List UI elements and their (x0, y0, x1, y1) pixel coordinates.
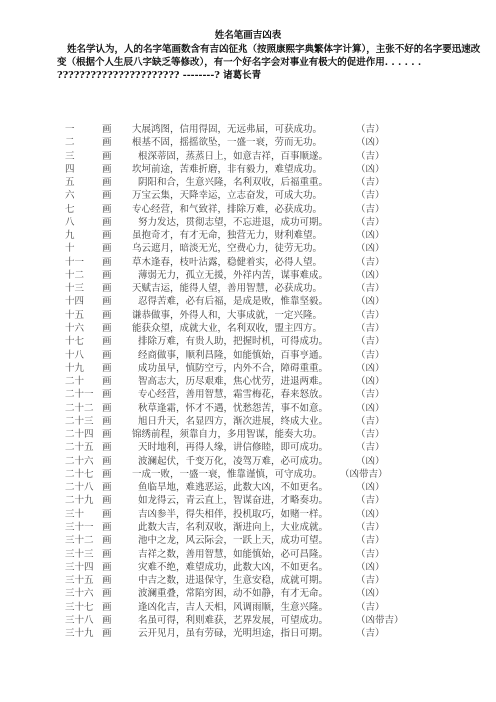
table-row (0, 335, 496, 348)
stroke-unit: 画 (102, 216, 112, 228)
intro-block (57, 43, 489, 82)
fortune-verdict: （吉） (356, 349, 385, 361)
fortune-description: 能获众望，成就大业，名利双收，盟主四方。 (132, 322, 323, 334)
table-row (0, 614, 496, 627)
fortune-verdict: （凶带吉） (356, 614, 404, 626)
fortune-description: 坎坷前途，苦难折磨，非有毅力，难望成功。 (132, 163, 323, 175)
stroke-number: 八 (65, 216, 75, 228)
fortune-description: 万宝云集，天降幸运，立志奋发，可成大功。 (132, 190, 323, 202)
fortune-description: 大展鸿图，信用得固，无远弗届，可获成功。 (132, 124, 323, 135)
stroke-unit: 画 (102, 628, 112, 640)
stroke-unit: 画 (102, 402, 112, 414)
table-row (0, 150, 496, 163)
fortune-description: 名虽可得，利则难获，艺界发展，可望成功。 (138, 614, 329, 626)
table-row (0, 309, 496, 322)
stroke-number: 二十五 (65, 442, 94, 454)
fortune-description: 乌云遮月，暗淡无光，空费心力，徒劳无功。 (132, 243, 323, 255)
stroke-number: 五 (65, 177, 75, 189)
fortune-verdict: （凶） (356, 269, 385, 281)
fortune-verdict: （吉） (356, 256, 385, 268)
fortune-description: 天赋吉运，能得人望，善用智慧，必获成功。 (132, 283, 323, 295)
fortune-description: 吉凶参半，得失相伴，投机取巧，如赌一样。 (138, 508, 329, 520)
fortune-description: 灾难不绝，难望成功，此数大凶，不如更名。 (138, 561, 329, 573)
fortune-verdict: （吉） (356, 429, 385, 441)
fortune-verdict: （吉） (356, 521, 385, 533)
table-row (0, 548, 496, 561)
fortune-verdict: （凶） (356, 588, 385, 600)
stroke-number: 二十 (65, 376, 85, 388)
fortune-verdict: （凶） (356, 508, 385, 520)
fortune-verdict: （吉） (356, 322, 385, 334)
stroke-unit: 画 (102, 601, 112, 613)
table-row (0, 123, 496, 136)
stroke-unit: 画 (102, 442, 112, 454)
stroke-number: 三十一 (65, 521, 94, 533)
fortune-description: 智高志大，历尽艰难，焦心忧劳，进退两难。 (138, 376, 329, 388)
table-row (0, 362, 496, 375)
fortune-verdict: （吉） (356, 216, 385, 228)
fortune-description: 波澜起伏，千变万化，凌驾万难，必可成功。 (138, 455, 329, 467)
table-row (0, 561, 496, 574)
stroke-number: 十五 (65, 309, 85, 321)
fortune-verdict: （凶） (356, 482, 385, 494)
stroke-number: 三十 (65, 508, 85, 520)
stroke-unit: 画 (102, 190, 112, 202)
table-row (0, 402, 496, 415)
stroke-number: 十六 (65, 322, 85, 334)
table-row (0, 455, 496, 468)
fortune-verdict: （凶） (356, 230, 385, 242)
fortune-description: 波澜重叠，常陷穷困，动不如静，有才无命。 (138, 588, 329, 600)
fortune-description: 薄弱无力，孤立无援，外祥内苦，谋事难成。 (138, 269, 329, 281)
stroke-unit: 画 (102, 283, 112, 295)
stroke-number: 二十八 (65, 482, 94, 494)
fortune-description: 努力发达，贯彻志望，不忘进退，成功可期。 (138, 216, 329, 228)
fortune-verdict: （凶） (356, 243, 385, 255)
fortune-description: 锦绣前程，须靠自力，多用智谋，能奏大功。 (132, 429, 323, 441)
stroke-number: 九 (65, 230, 75, 242)
fortune-verdict: （吉） (356, 495, 385, 507)
stroke-unit: 画 (102, 376, 112, 388)
stroke-unit: 画 (102, 203, 112, 215)
fortune-verdict: （吉） (356, 150, 385, 162)
fortune-description: 逢凶化吉，吉人天相，风调雨顺，生意兴隆。 (138, 601, 329, 613)
table-row (0, 441, 496, 454)
stroke-unit: 画 (102, 495, 112, 507)
stroke-unit: 画 (102, 296, 112, 308)
stroke-number: 二 (65, 137, 75, 149)
table-row (0, 282, 496, 295)
stroke-unit: 画 (102, 243, 112, 255)
stroke-number: 十八 (65, 349, 85, 361)
stroke-number: 三十八 (65, 614, 94, 626)
stroke-number: 十二 (65, 269, 85, 281)
intro-question-line: ?????????????????????? --------? 诸葛长青 (57, 70, 262, 81)
fortune-description: 云开见月，虽有劳碌，光明坦途，指日可期。 (138, 628, 329, 640)
table-row (0, 242, 496, 255)
stroke-number: 三十六 (65, 588, 94, 600)
stroke-number: 六 (65, 190, 75, 202)
table-row (0, 349, 496, 362)
stroke-unit: 画 (102, 415, 112, 427)
stroke-unit: 画 (102, 482, 112, 494)
table-row (0, 468, 496, 481)
table-row (0, 587, 496, 600)
fortune-verdict: （吉） (356, 548, 385, 560)
fortune-description: 经商做事，顺利昌隆，如能慎始，百事亨通。 (138, 349, 329, 361)
fortune-description: 谦恭做事，外得人和，大事成就，一定兴隆。 (132, 309, 323, 321)
stroke-number: 三十三 (65, 548, 94, 560)
table-row (0, 574, 496, 587)
stroke-unit: 画 (102, 322, 112, 334)
fortune-description: 虽抱奇才，有才无命，独营无力，财利难望。 (132, 230, 323, 242)
stroke-number: 二十六 (65, 455, 94, 467)
stroke-number: 三十二 (65, 535, 94, 547)
table-row (0, 481, 496, 494)
fortune-verdict: （凶） (356, 163, 385, 175)
stroke-unit: 画 (102, 548, 112, 560)
fortune-verdict: （吉） (356, 442, 385, 454)
fortune-verdict: （吉） (356, 535, 385, 547)
table-row (0, 508, 496, 521)
table-row (0, 189, 496, 202)
table-row (0, 415, 496, 428)
stroke-unit: 画 (102, 455, 112, 467)
fortune-description: 吉祥之数，善用智慧，如能慎始，必可昌隆。 (138, 548, 329, 560)
fortune-verdict: （吉） (356, 336, 385, 348)
stroke-unit: 画 (102, 124, 112, 135)
stroke-number: 二十三 (65, 415, 94, 427)
fortune-verdict: （凶） (356, 137, 385, 149)
stroke-unit: 画 (102, 561, 112, 573)
fortune-verdict: （吉） (356, 283, 385, 295)
fortune-description: 池中之龙，风云际会，一跃上天，成功可望。 (138, 535, 329, 547)
fortune-verdict: （吉） (356, 309, 385, 321)
stroke-number: 一 (65, 124, 75, 135)
stroke-unit: 画 (102, 508, 112, 520)
stroke-unit: 画 (102, 349, 112, 361)
stroke-unit: 画 (102, 177, 112, 189)
stroke-number: 十四 (65, 296, 85, 308)
stroke-unit: 画 (102, 150, 112, 162)
stroke-number: 二十七 (65, 468, 94, 480)
stroke-unit: 画 (102, 137, 112, 149)
fortune-verdict: （凶带吉） (340, 468, 388, 480)
fortune-description: 阴阳和合，生意兴隆，名利双收，后福重重。 (138, 177, 329, 189)
fortune-verdict: （吉） (356, 124, 385, 135)
table-row (0, 136, 496, 149)
table-row (0, 269, 496, 282)
table-row (0, 295, 496, 308)
fortune-description: 天时地利，再得人缘，讲信修睦，即可成功。 (138, 442, 329, 454)
table-row (0, 216, 496, 229)
fortune-description: 忍得苦难，必有后福，是成是败，惟靠坚毅。 (138, 296, 329, 308)
fortune-description: 一成一败，一盛一衰，惟靠谨慎，可守成功。 (132, 468, 323, 480)
stroke-number: 三 (65, 150, 75, 162)
stroke-unit: 画 (102, 269, 112, 281)
stroke-number: 二十四 (65, 429, 94, 441)
stroke-number: 十 (65, 243, 75, 255)
fortune-description: 专心经营，善用智慧，霜雪梅花，春来怒放。 (138, 389, 329, 401)
fortune-description: 此数大吉，名利双收，渐进向上，大业成就。 (138, 521, 329, 533)
stroke-unit: 画 (102, 588, 112, 600)
stroke-unit: 画 (102, 309, 112, 321)
fortune-verdict: （吉） (356, 601, 385, 613)
fortune-description: 排除万难，有贵人助，把握时机，可得成功。 (138, 336, 329, 348)
stroke-number: 四 (65, 163, 75, 175)
stroke-number: 七 (65, 203, 75, 215)
fortune-description: 草木逢春，枝叶沾露，稳健着实，必得人望。 (132, 256, 323, 268)
stroke-unit: 画 (102, 468, 112, 480)
stroke-number: 十七 (65, 336, 85, 348)
stroke-unit: 画 (102, 429, 112, 441)
fortune-description: 根深蒂固，蒸蒸日上，如意吉祥，百事顺遂。 (138, 150, 329, 162)
page-title: 姓名笔画吉凶表 (214, 30, 282, 41)
table-row (0, 428, 496, 441)
fortune-verdict: （凶） (356, 455, 385, 467)
fortune-verdict: （吉） (356, 575, 385, 587)
stroke-unit: 画 (102, 535, 112, 547)
fortune-description: 成功虽早，慎防空亏，内外不合，障碍重重。 (138, 362, 329, 374)
stroke-number: 三十七 (65, 601, 94, 613)
fortune-description: 专心经营，和气致祥，排除万难，必获成功。 (132, 203, 323, 215)
table-row (0, 203, 496, 216)
fortune-description: 旭日升天，名显四方，渐次进展，终成大业。 (138, 415, 329, 427)
stroke-table (0, 123, 496, 640)
fortune-verdict: （吉） (356, 389, 385, 401)
stroke-unit: 画 (102, 163, 112, 175)
stroke-unit: 画 (102, 256, 112, 268)
stroke-unit: 画 (102, 575, 112, 587)
table-row (0, 163, 496, 176)
stroke-number: 十九 (65, 362, 85, 374)
fortune-verdict: （凶） (356, 561, 385, 573)
table-row (0, 256, 496, 269)
stroke-number: 三十九 (65, 628, 94, 640)
stroke-unit: 画 (102, 614, 112, 626)
stroke-number: 十一 (65, 256, 85, 268)
fortune-verdict: （凶） (356, 296, 385, 308)
stroke-number: 二十二 (65, 402, 94, 414)
stroke-unit: 画 (102, 389, 112, 401)
fortune-verdict: （吉） (356, 628, 385, 640)
stroke-unit: 画 (102, 362, 112, 374)
fortune-description: 秋草逢霜，怀才不遇，忧愁怨苦，事不如意。 (138, 402, 329, 414)
stroke-unit: 画 (102, 521, 112, 533)
fortune-verdict: （吉） (356, 190, 385, 202)
table-row (0, 627, 496, 640)
stroke-unit: 画 (102, 336, 112, 348)
table-row (0, 534, 496, 547)
table-row (0, 601, 496, 614)
intro-paragraph: 姓名学认为，人的名字笔画数含有吉凶征兆（按照康熙字典繁体字计算），主张不好的名字要迅速改变（根据个人生辰八字缺乏等修改），有一个好名字会对事业有极大的促进作用. . . . . . (57, 44, 481, 68)
stroke-number: 三十四 (65, 561, 94, 573)
fortune-verdict: （凶） (356, 402, 385, 414)
table-row (0, 375, 496, 388)
fortune-description: 鱼临旱地，难逃恶运，此数大凶，不如更名。 (138, 482, 329, 494)
table-row (0, 229, 496, 242)
stroke-number: 二十九 (65, 495, 94, 507)
table-row (0, 322, 496, 335)
fortune-verdict: （吉） (356, 415, 385, 427)
table-row (0, 494, 496, 507)
fortune-description: 中吉之数，进退保守，生意安稳，成就可期。 (138, 575, 329, 587)
stroke-unit: 画 (102, 230, 112, 242)
fortune-verdict: （吉） (356, 177, 385, 189)
stroke-number: 三十五 (65, 575, 94, 587)
stroke-number: 二十一 (65, 389, 94, 401)
table-row (0, 521, 496, 534)
table-row (0, 176, 496, 189)
fortune-description: 根基不固，摇摇欲坠，一盛一衰，劳而无功。 (132, 137, 323, 149)
fortune-verdict: （凶） (356, 362, 385, 374)
table-row (0, 388, 496, 401)
fortune-verdict: （吉） (356, 203, 385, 215)
fortune-description: 如龙得云，青云直上，智谋奋进，才略奏功。 (138, 495, 329, 507)
stroke-number: 十三 (65, 283, 85, 295)
fortune-verdict: （凶） (356, 376, 385, 388)
